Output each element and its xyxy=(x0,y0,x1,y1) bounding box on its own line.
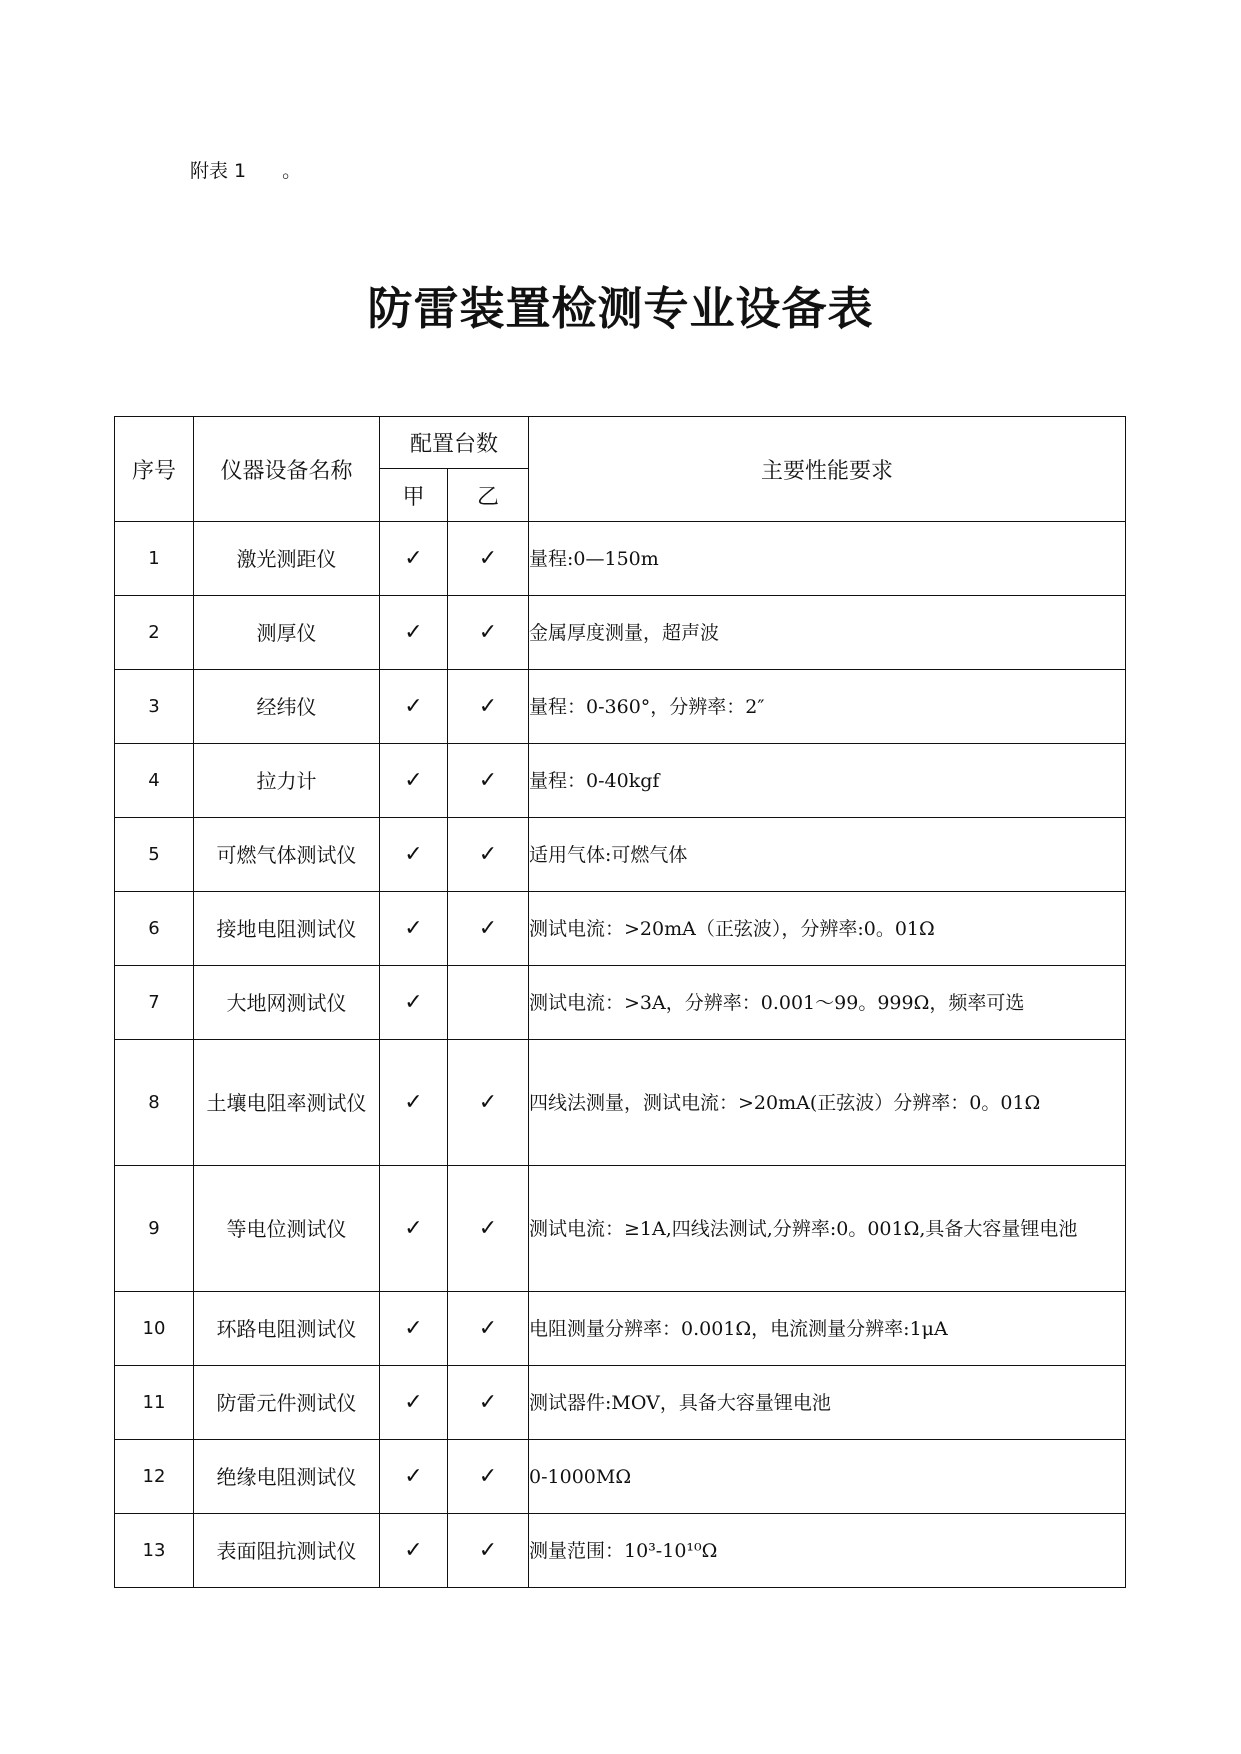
qty-b-check: ✓ xyxy=(448,1040,529,1166)
performance-requirement: 四线法测量，测试电流：>20mA(正弦波）分辨率：0。01Ω xyxy=(529,1040,1126,1166)
table-row xyxy=(115,966,1126,1040)
performance-requirement: 量程:0—150m xyxy=(529,522,1126,596)
equipment-name: 表面阻抗测试仪 xyxy=(194,1514,380,1588)
performance-requirement: 测量范围：10³-10¹⁰Ω xyxy=(529,1514,1126,1588)
performance-requirement: 适用气体:可燃气体 xyxy=(529,818,1126,892)
header-no: 序号 xyxy=(115,417,194,522)
performance-requirement: 金属厚度测量，超声波 xyxy=(529,596,1126,670)
table-row xyxy=(115,892,1126,966)
document-title: 防雷装置检测专业设备表 xyxy=(367,282,874,335)
table-row xyxy=(115,1292,1126,1366)
qty-a-check: ✓ xyxy=(380,1366,448,1440)
equipment-name: 接地电阻测试仪 xyxy=(194,892,380,966)
equipment-table xyxy=(114,416,1126,1588)
header-qty-a: 甲 xyxy=(380,469,448,522)
performance-requirement: 测试电流：≥1A,四线法测试,分辨率:0。001Ω,具备大容量锂电池 xyxy=(529,1166,1126,1292)
annex-mark: 。 xyxy=(282,160,302,182)
qty-b-check: ✓ xyxy=(448,1514,529,1588)
qty-a-check: ✓ xyxy=(380,522,448,596)
table-row xyxy=(115,1166,1126,1292)
performance-requirement: 量程：0-40kgf xyxy=(529,744,1126,818)
equipment-name: 测厚仪 xyxy=(194,596,380,670)
row-number: 11 xyxy=(115,1366,194,1440)
qty-a-check: ✓ xyxy=(380,670,448,744)
performance-requirement: 测试器件:MOV，具备大容量锂电池 xyxy=(529,1366,1126,1440)
qty-a-check: ✓ xyxy=(380,818,448,892)
table-row xyxy=(115,1366,1126,1440)
qty-b-check: ✓ xyxy=(448,892,529,966)
equipment-name: 防雷元件测试仪 xyxy=(194,1366,380,1440)
qty-b-check xyxy=(448,966,529,1040)
row-number: 10 xyxy=(115,1292,194,1366)
row-number: 5 xyxy=(115,818,194,892)
qty-a-check: ✓ xyxy=(380,1440,448,1514)
row-number: 8 xyxy=(115,1040,194,1166)
table-row xyxy=(115,1514,1126,1588)
table-row xyxy=(115,522,1126,596)
equipment-name: 绝缘电阻测试仪 xyxy=(194,1440,380,1514)
row-number: 4 xyxy=(115,744,194,818)
equipment-name: 等电位测试仪 xyxy=(194,1166,380,1292)
table-body xyxy=(115,522,1126,1588)
performance-requirement: 量程：0-360°，分辨率：2″ xyxy=(529,670,1126,744)
header-requirements: 主要性能要求 xyxy=(529,417,1126,522)
equipment-name: 可燃气体测试仪 xyxy=(194,818,380,892)
performance-requirement: 测试电流：>20mA（正弦波），分辨率:0。01Ω xyxy=(529,892,1126,966)
row-number: 7 xyxy=(115,966,194,1040)
table-row xyxy=(115,744,1126,818)
qty-b-check: ✓ xyxy=(448,1166,529,1292)
row-number: 6 xyxy=(115,892,194,966)
qty-b-check: ✓ xyxy=(448,1292,529,1366)
equipment-name: 环路电阻测试仪 xyxy=(194,1292,380,1366)
table-row xyxy=(115,818,1126,892)
qty-a-check: ✓ xyxy=(380,1166,448,1292)
qty-a-check: ✓ xyxy=(380,596,448,670)
qty-b-check: ✓ xyxy=(448,670,529,744)
annex-number: 附表 1 xyxy=(190,160,247,182)
row-number: 2 xyxy=(115,596,194,670)
table-row xyxy=(115,1440,1126,1514)
qty-a-check: ✓ xyxy=(380,892,448,966)
row-number: 12 xyxy=(115,1440,194,1514)
equipment-name: 土壤电阻率测试仪 xyxy=(194,1040,380,1166)
equipment-name: 经纬仪 xyxy=(194,670,380,744)
row-number: 1 xyxy=(115,522,194,596)
annex-label xyxy=(190,156,301,183)
qty-b-check: ✓ xyxy=(448,818,529,892)
header-qty: 配置台数 xyxy=(380,417,529,469)
equipment-name: 激光测距仪 xyxy=(194,522,380,596)
qty-a-check: ✓ xyxy=(380,966,448,1040)
qty-b-check: ✓ xyxy=(448,744,529,818)
performance-requirement: 测试电流：>3A，分辨率：0.001～99。999Ω，频率可选 xyxy=(529,966,1126,1040)
row-number: 13 xyxy=(115,1514,194,1588)
qty-a-check: ✓ xyxy=(380,1040,448,1166)
equipment-name: 大地网测试仪 xyxy=(194,966,380,1040)
table-row xyxy=(115,670,1126,744)
qty-a-check: ✓ xyxy=(380,744,448,818)
qty-a-check: ✓ xyxy=(380,1514,448,1588)
qty-b-check: ✓ xyxy=(448,1440,529,1514)
row-number: 3 xyxy=(115,670,194,744)
qty-b-check: ✓ xyxy=(448,1366,529,1440)
qty-b-check: ✓ xyxy=(448,522,529,596)
row-number: 9 xyxy=(115,1166,194,1292)
table-row xyxy=(115,1040,1126,1166)
performance-requirement: 电阻测量分辨率：0.001Ω，电流测量分辨率:1μA xyxy=(529,1292,1126,1366)
equipment-name: 拉力计 xyxy=(194,744,380,818)
qty-a-check: ✓ xyxy=(380,1292,448,1366)
header-name: 仪器设备名称 xyxy=(194,417,380,522)
qty-b-check: ✓ xyxy=(448,596,529,670)
table-row xyxy=(115,596,1126,670)
performance-requirement: 0-1000MΩ xyxy=(529,1440,1126,1514)
header-qty-b: 乙 xyxy=(448,469,529,522)
table-header xyxy=(115,417,1126,522)
